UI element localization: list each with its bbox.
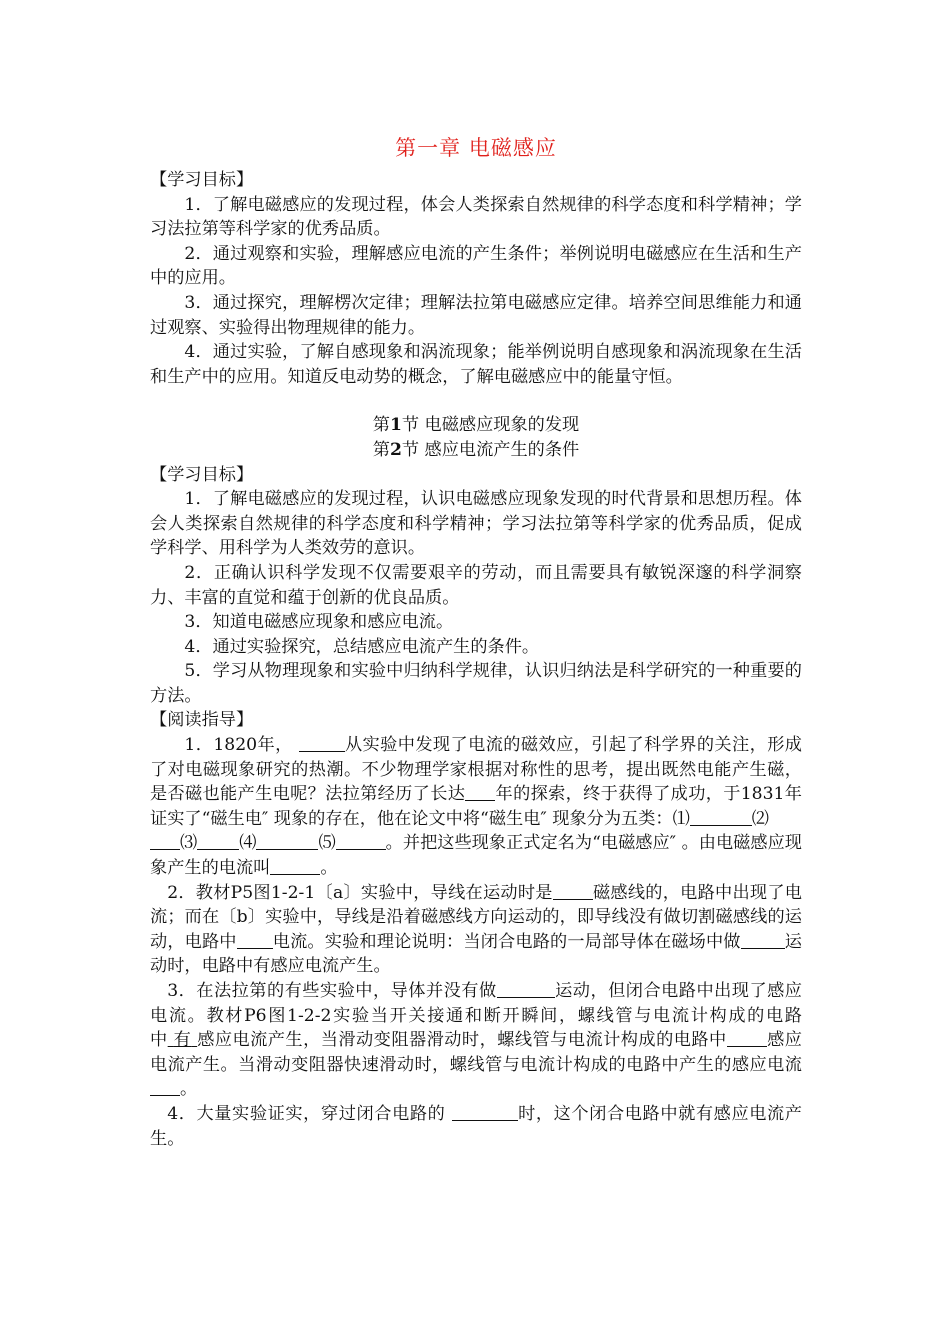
blank-field[interactable]	[690, 807, 752, 826]
section-goal-3: 3．知道电磁感应现象和感应电流。	[184, 612, 454, 633]
question-4: 4．大量实验证实，穿过闭合电路的 时，这个闭合电路中就有感应电流产生。	[150, 1103, 802, 1149]
chapter-goals-heading: 【学习目标】	[150, 170, 254, 190]
blank-field[interactable]	[465, 782, 495, 801]
question-3: 3．在法拉第的有些实验中，导体并没有做 运动，但闭合电路中出现了感应电流。教材P6图1-2-2实验当开关接通和断开瞬间，螺线管与电流计构成的电路中 有 感应电流产生，当滑动变阻器滑动时，螺线管与电流计构成的电路中 感应电流产生。当滑动变阻器快速滑动时，螺线管与电流计构成的电路中产生的感应电流 。	[150, 981, 802, 1100]
blank-field[interactable]	[553, 881, 593, 900]
blank-field[interactable]	[256, 831, 318, 850]
blank-field[interactable]	[497, 979, 555, 998]
reading-guide-heading: 【阅读指导】	[150, 710, 254, 731]
blank-field[interactable]	[237, 930, 273, 949]
chapter-goal-1: 1．了解电磁感应的发现过程，体会人类探索自然规律的科学态度和科学精神；学习法拉第等科学家的优秀品质。	[150, 194, 802, 240]
section-goals-heading: 【学习目标】	[150, 464, 254, 485]
chapter-goal-3: 3．通过探究，理解楞次定律；理解法拉第电磁感应定律。培养空间思维能力和通过观察、实验得出物理规律的能力。	[150, 292, 802, 338]
chapter-goal-4: 4．通过实验，了解自感现象和涡流现象；能举例说明自感现象和涡流现象在生活和生产中的应用。知道反电动势的概念，了解电磁感应中的能量守恒。	[150, 342, 802, 387]
blank-field[interactable]	[727, 1028, 767, 1047]
question-2: 2．教材P5图1-2-1〔a〕实验中，导线在运动时是 磁感线的，电路中出现了电流；而在〔b〕实验中，导线是沿着磁感线方向运动的，即导线没有做切割磁感线的运动，电路中 电流。实验和理论说明：当闭合电路的一局部导体在磁场中做 运动时，电路中有感应电流产生。	[150, 882, 802, 977]
blank-field[interactable]	[270, 856, 320, 875]
blank-field[interactable]	[741, 930, 785, 949]
section-2-title: 第2节 感应电流产生的条件	[372, 439, 580, 460]
chapter-title: 第一章 电磁感应	[395, 136, 557, 160]
question-1: 1．1820年， 从实验中发现了电流的磁效应，引起了科学界的关注，形成了对电磁现象研究的热潮。不少物理学家根据对称性的思考，提出既然电能产生磁，是否磁也能产生电呢？法拉第经历了长达 年的探索，终于获得了成功，于1831年证实了“磁生电″ 现象的存在，他在论文中将“磁生电″ 现象分为五类：⑴ ⑵ ⑶ ⑷ ⑸ 。并把这些现象正式定名为“电磁感应″ 。由电磁感应现象产生的电流叫 。	[150, 735, 802, 879]
blank-field[interactable]	[336, 831, 386, 850]
blank-field[interactable]	[197, 831, 239, 850]
blank-field[interactable]	[150, 831, 180, 850]
section-goal-2: 2．正确认识科学发现不仅需要艰辛的劳动，而且需要具有敏锐深邃的科学洞察力、丰富的直觉和蕴于创新的优良品质。	[150, 562, 802, 608]
section-goal-1: 1．了解电磁感应的发现过程，认识电磁感应现象发现的时代背景和思想历程。体会人类探索自然规律的科学态度和科学精神；学习法拉第等科学家的优秀品质，促成学科学、用科学为人类效劳的意识。	[150, 489, 802, 559]
blank-field[interactable]	[150, 1077, 180, 1096]
filled-answer: 有	[173, 1030, 192, 1051]
section-1-title: 第1节 电磁感应现象的发现	[372, 415, 580, 436]
blank-field[interactable]	[452, 1102, 518, 1121]
chapter-goal-2: 2．通过观察和实验，理解感应电流的产生条件；举例说明电磁感应在生活和生产中的应用。	[150, 243, 802, 289]
section-goal-5: 5．学习从物理现象和实验中归纳科学规律，认识归纳法是科学研究的一种重要的方法。	[150, 661, 802, 706]
blank-field[interactable]	[299, 733, 345, 752]
document-page	[150, 130, 802, 1151]
section-goal-4: 4．通过实验探究，总结感应电流产生的条件。	[184, 636, 540, 657]
